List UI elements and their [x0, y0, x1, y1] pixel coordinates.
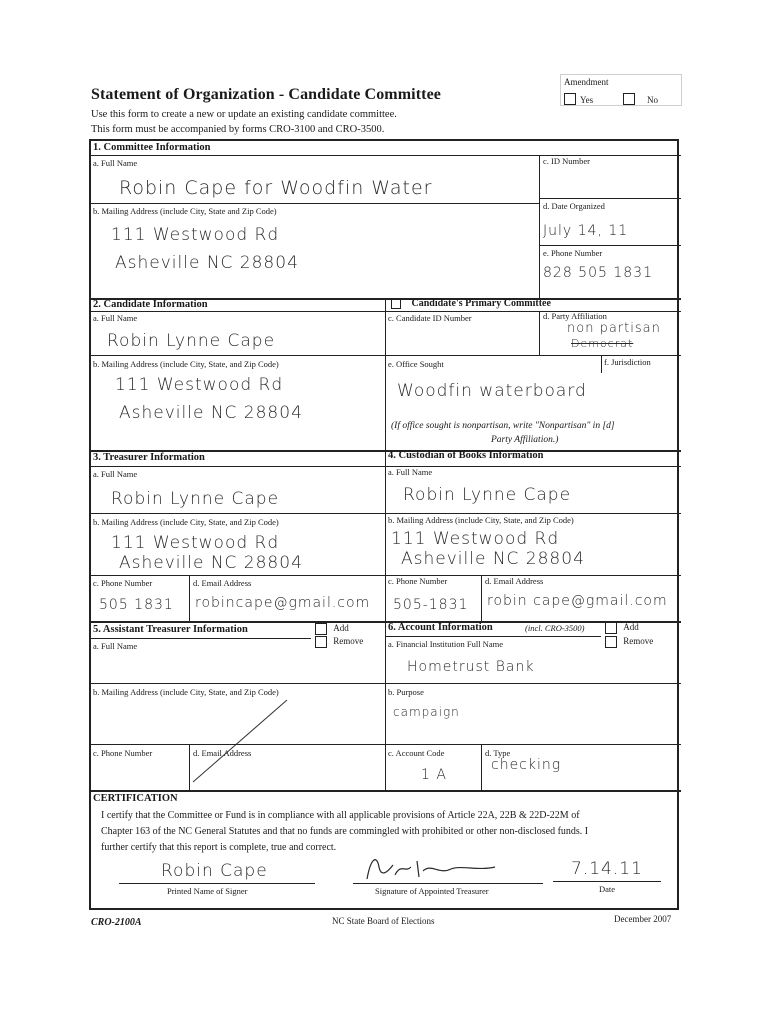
- signature-label: Signature of Appointed Treasurer: [375, 886, 489, 896]
- account-incl-note: (incl. CRO-3500): [525, 623, 585, 633]
- assistant-address-label: b. Mailing Address (include City, State, and Zip Code): [93, 687, 279, 697]
- form-id: CRO-2100A: [91, 917, 142, 928]
- printed-name-value[interactable]: Robin Cape: [161, 861, 268, 881]
- form-body: [89, 139, 679, 910]
- assistant-phone-label: c. Phone Number: [93, 748, 153, 758]
- amendment-no-checkbox[interactable]: [623, 93, 635, 105]
- certification-line1: I certify that the Committee or Fund is in compliance with all applicable provisions of Article 22A, 22B & 22D-22M of: [101, 810, 580, 821]
- account-remove-label: Remove: [623, 636, 654, 646]
- treasurer-full-name-label: a. Full Name: [93, 469, 138, 479]
- custodian-address-line2[interactable]: Asheville NC 28804: [401, 549, 585, 569]
- office-note-2: Party Affiliation.): [491, 435, 559, 445]
- bank-name-value[interactable]: Hometrust Bank: [407, 659, 535, 675]
- treasurer-address-line1[interactable]: 111 Westwood Rd: [111, 533, 280, 553]
- custodian-address-line1[interactable]: 111 Westwood Rd: [391, 529, 560, 549]
- treasurer-address-line2[interactable]: Asheville NC 28804: [119, 553, 303, 573]
- custodian-full-name-label: a. Full Name: [388, 467, 433, 477]
- assistant-add-checkbox[interactable]: [315, 623, 327, 635]
- printed-name-label: Printed Name of Signer: [167, 886, 248, 896]
- account-type-value[interactable]: checking: [491, 757, 562, 773]
- primary-committee: [391, 298, 551, 309]
- custodian-phone-label: c. Phone Number: [388, 576, 448, 586]
- account-add-checkbox[interactable]: [605, 622, 617, 634]
- certification-line2: Chapter 163 of the NC General Statutes and that no funds are commingled with prohibited or other non-disclosed funds. I: [101, 826, 589, 837]
- section-account-title: 6. Account Information: [388, 622, 493, 633]
- treasurer-full-name-value[interactable]: Robin Lynne Cape: [111, 489, 280, 509]
- cert-date-value[interactable]: 7.14.11: [571, 859, 643, 879]
- committee-address-line2[interactable]: Asheville NC 28804: [115, 253, 299, 273]
- form-revision-date: December 2007: [614, 914, 672, 924]
- party-affiliation-value[interactable]: non partisan: [567, 321, 661, 336]
- agency-name: NC State Board of Elections: [332, 916, 435, 926]
- section-assistant-treasurer-title: 5. Assistant Treasurer Information: [93, 624, 248, 635]
- custodian-email-value[interactable]: robin cape@gmail.com: [487, 593, 668, 609]
- committee-full-name-label: a. Full Name: [93, 158, 138, 168]
- account-code-label: c. Account Code: [388, 748, 445, 758]
- account-type-label: d. Type: [485, 748, 511, 758]
- committee-address-label: b. Mailing Address (include City, State and Zip Code): [93, 206, 277, 216]
- assistant-add-label: Add: [333, 623, 349, 633]
- account-remove-checkbox[interactable]: [605, 636, 617, 648]
- primary-committee-checkbox[interactable]: [391, 299, 401, 309]
- section-candidate-title: 2. Candidate Information: [93, 299, 208, 310]
- custodian-address-label: b. Mailing Address (include City, State, and Zip Code): [388, 515, 574, 525]
- account-code-value[interactable]: 1 A: [421, 767, 447, 783]
- committee-date-label: d. Date Organized: [543, 201, 605, 211]
- candidate-address-line2[interactable]: Asheville NC 28804: [119, 403, 303, 423]
- custodian-full-name-value[interactable]: Robin Lynne Cape: [403, 485, 572, 505]
- amendment-box: [560, 74, 682, 106]
- form-note-accompany: This form must be accompanied by forms CRO-3100 and CRO-3500.: [91, 124, 385, 135]
- committee-phone-value[interactable]: 828 505 1831: [543, 265, 653, 281]
- treasurer-phone-value[interactable]: 505 1831: [99, 597, 174, 613]
- assistant-remove-label: Remove: [333, 636, 364, 646]
- committee-id-label: c. ID Number: [543, 156, 590, 166]
- amendment-label: Amendment: [564, 77, 609, 87]
- certification-line3: further certify that this report is complete, true and correct.: [101, 842, 337, 853]
- assistant-strike-line: [191, 696, 291, 786]
- treasurer-address-label: b. Mailing Address (include City, State, and Zip Code): [93, 517, 279, 527]
- amendment-no-label: No: [647, 95, 658, 105]
- candidate-full-name-value[interactable]: Robin Lynne Cape: [107, 331, 276, 351]
- form-title: Statement of Organization - Candidate Committee: [91, 86, 441, 103]
- treasurer-email-value[interactable]: robincape@gmail.com: [195, 595, 371, 611]
- treasurer-signature: [361, 853, 501, 887]
- section-custodian-title: 4. Custodian of Books Information: [388, 450, 544, 461]
- committee-phone-label: e. Phone Number: [543, 248, 603, 258]
- amendment-yes-checkbox[interactable]: [564, 93, 576, 105]
- purpose-value[interactable]: campaign: [393, 705, 460, 719]
- office-sought-label: e. Office Sought: [388, 359, 444, 369]
- form-note-create: Use this form to create a new or update an existing candidate committee.: [91, 109, 397, 120]
- assistant-full-name-label: a. Full Name: [93, 641, 138, 651]
- jurisdiction-label: f. Jurisdiction: [604, 357, 651, 367]
- treasurer-email-label: d. Email Address: [193, 578, 252, 588]
- candidate-address-label: b. Mailing Address (include City, State, and Zip Code): [93, 359, 279, 369]
- account-add-label: Add: [623, 622, 639, 632]
- committee-address-line1[interactable]: 111 Westwood Rd: [111, 225, 280, 245]
- party-affiliation-label: d. Party Affiliation: [543, 311, 607, 321]
- cert-date-label: Date: [599, 884, 616, 894]
- committee-full-name-value[interactable]: Robin Cape for Woodfin Water: [119, 177, 433, 199]
- committee-date-value[interactable]: July 14, 11: [543, 223, 629, 239]
- office-note: (If office sought is nonpartisan, write "Nonpartisan" in [d]: [391, 421, 615, 431]
- assistant-email-label: d. Email Address: [193, 748, 252, 758]
- candidate-full-name-label: a. Full Name: [93, 313, 138, 323]
- candidate-address-line1[interactable]: 111 Westwood Rd: [115, 375, 284, 395]
- treasurer-phone-label: c. Phone Number: [93, 578, 153, 588]
- candidate-id-label: c. Candidate ID Number: [388, 313, 472, 323]
- custodian-email-label: d. Email Address: [485, 576, 544, 586]
- custodian-phone-value[interactable]: 505-1831: [393, 597, 469, 613]
- amendment-yes-label: Yes: [580, 95, 594, 105]
- party-affiliation-crossed: Democrat: [571, 337, 634, 350]
- section-treasurer-title: 3. Treasurer Information: [93, 452, 205, 463]
- primary-committee-label: Candidate's Primary Committee: [411, 298, 551, 309]
- assistant-remove-checkbox[interactable]: [315, 636, 327, 648]
- section-committee-title: 1. Committee Information: [93, 142, 211, 153]
- bank-name-label: a. Financial Institution Full Name: [388, 639, 503, 649]
- certification-title: CERTIFICATION: [93, 793, 178, 804]
- purpose-label: b. Purpose: [388, 687, 424, 697]
- office-sought-value[interactable]: Woodfin waterboard: [397, 381, 587, 401]
